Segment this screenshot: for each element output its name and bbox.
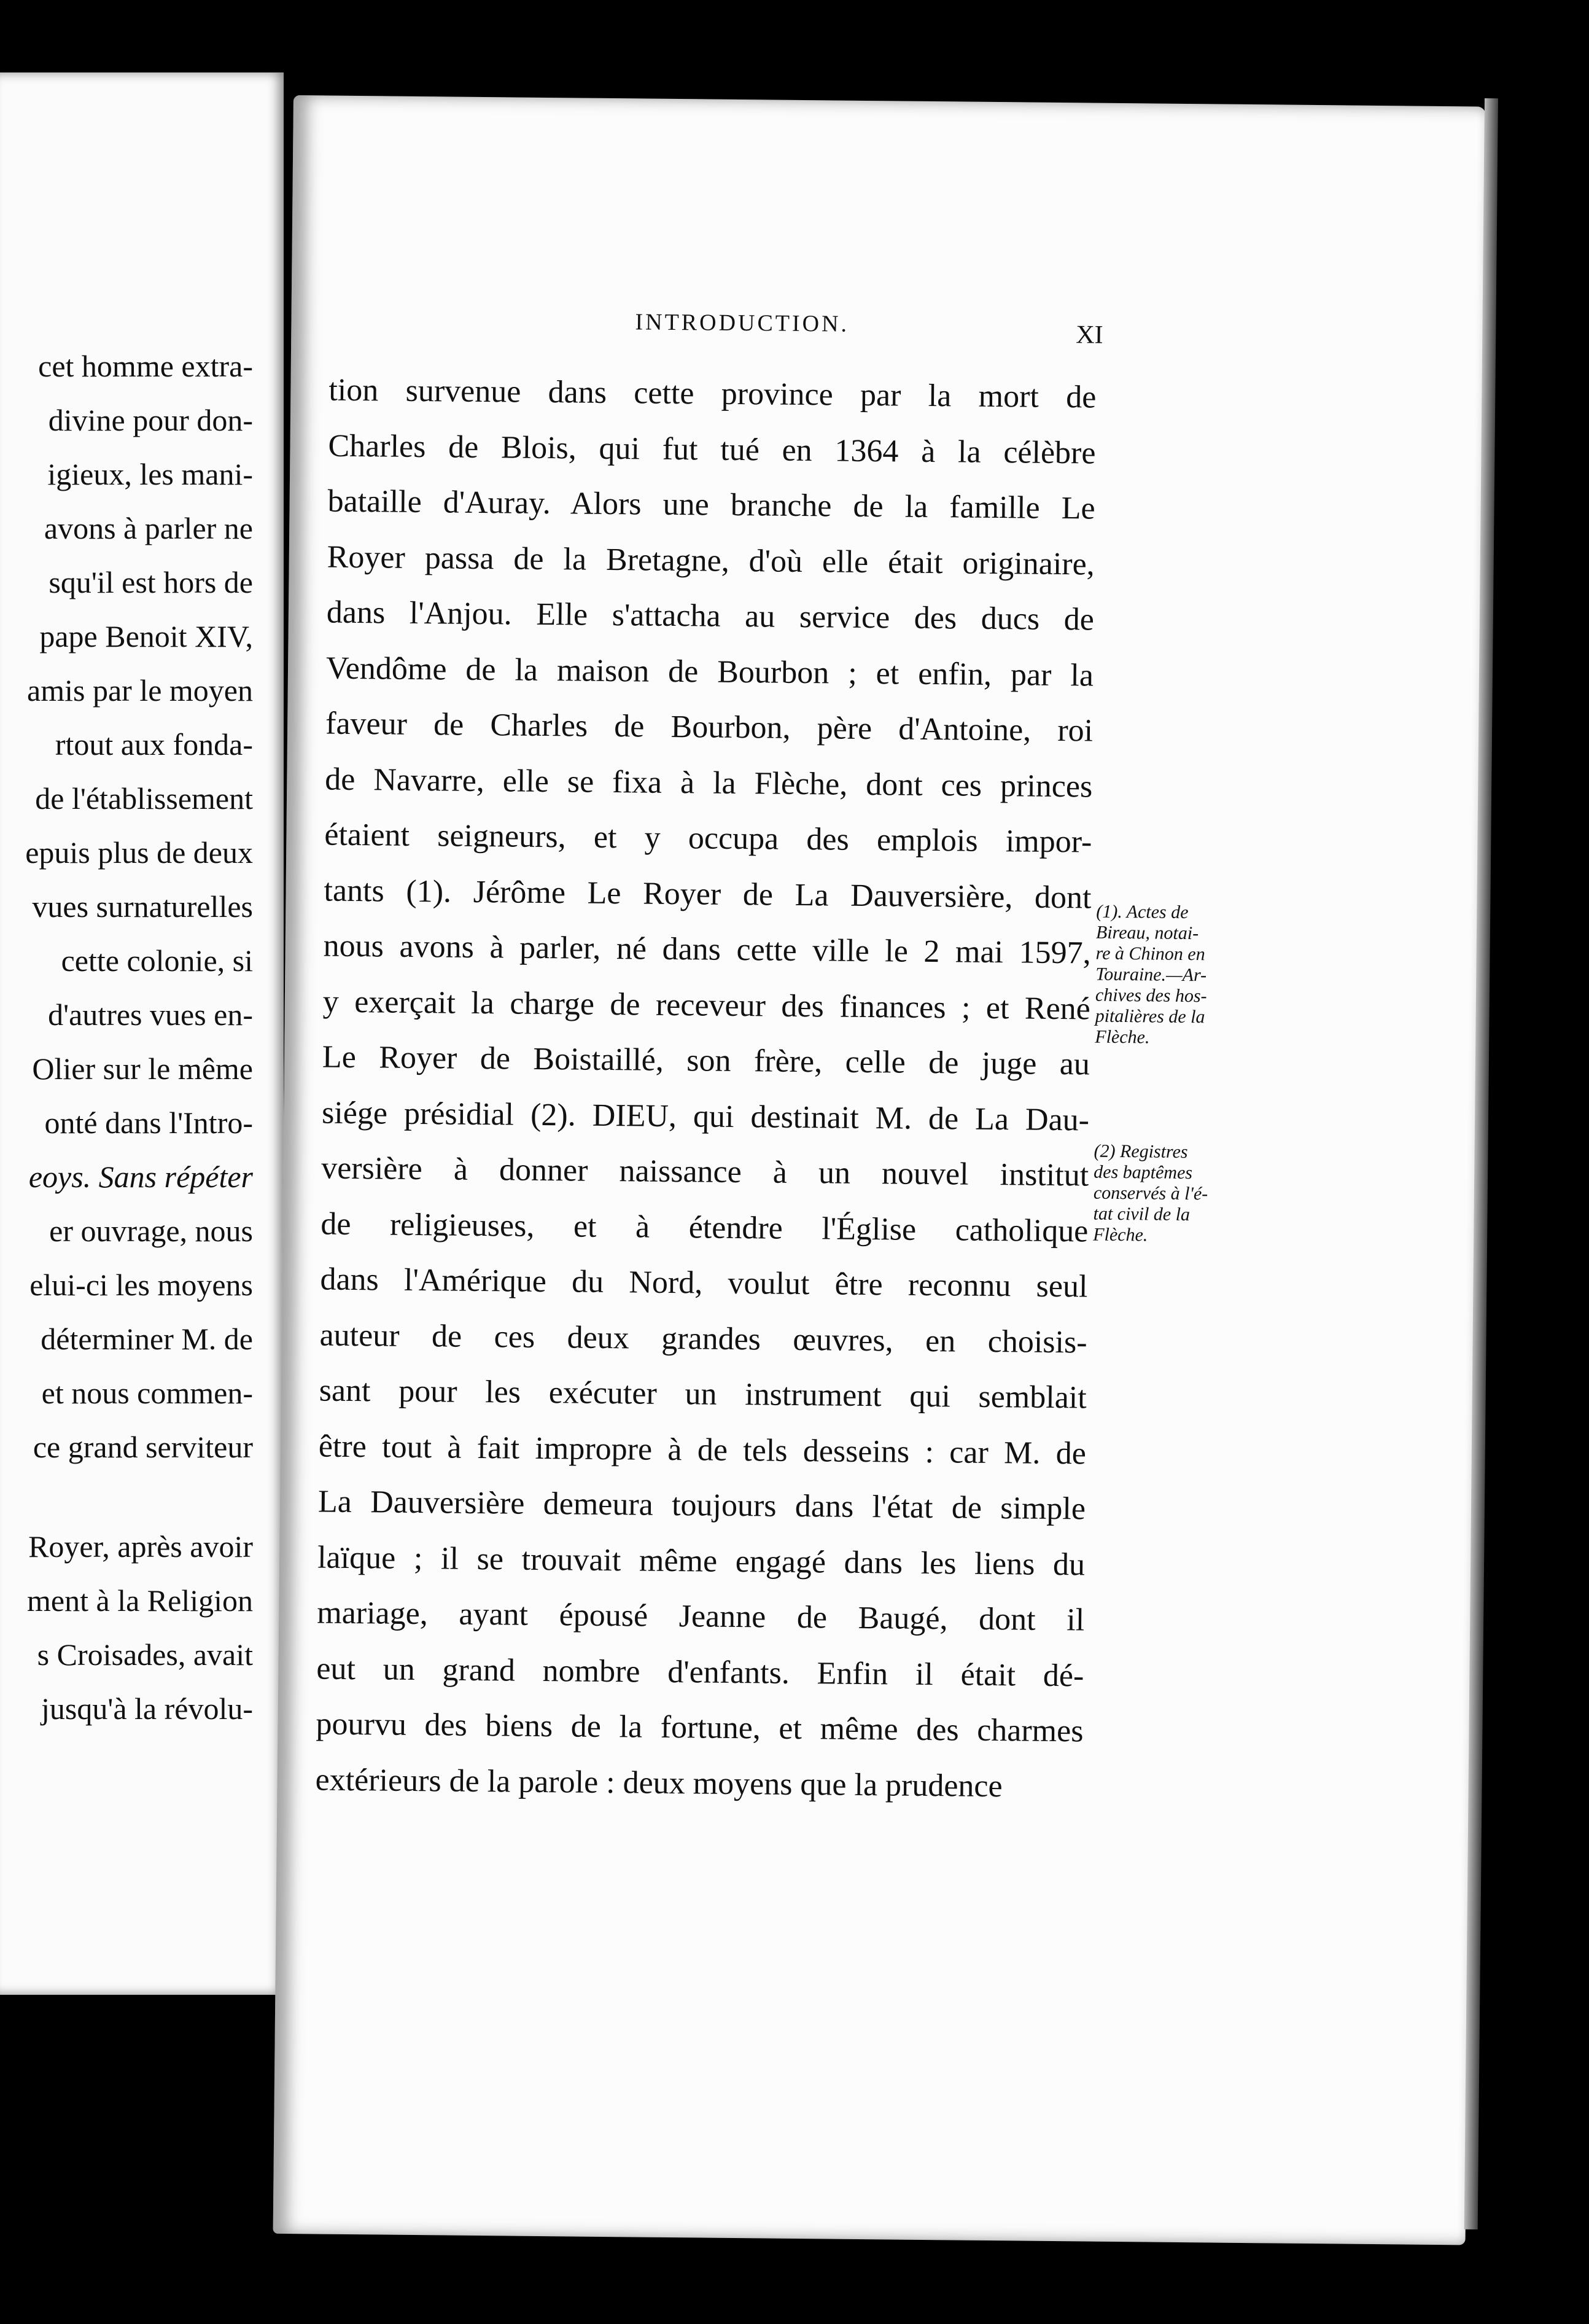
note-line: chives des hos- [1095, 985, 1207, 1007]
body-line: dans l'Amérique du Nord, voulut être reconnu seul [320, 1261, 1088, 1304]
body-line: La Dauversière demeura toujours dans l'état de simple [317, 1484, 1086, 1527]
left-page-line: cette colonie, si [61, 943, 253, 978]
left-page-line: rtout aux fonda- [55, 727, 253, 762]
left-page-line: et nous commen- [41, 1376, 253, 1410]
note-line: (1). Actes de [1096, 901, 1189, 923]
body-line: pourvu des biens de la fortune, et même des charmes [316, 1706, 1084, 1749]
left-page-line: pape Benoit XIV, [39, 619, 253, 653]
running-head: INTRODUCTION. [635, 309, 850, 337]
left-page-line: er ouvrage, nous [49, 1214, 253, 1248]
body-line: être tout à fait impropre à de tels desseins : car M. de [318, 1428, 1087, 1471]
left-page-line: amis par le moyen [27, 673, 253, 708]
body-line: auteur de ces deux grandes œuvres, en choisis- [319, 1317, 1087, 1360]
body-line: dans l'Anjou. Elle s'attacha au service des ducs de [326, 595, 1095, 638]
body-line: de Navarre, elle se fixa à la Flèche, dont ces princes [325, 762, 1093, 805]
left-page-line: Olier sur le même [32, 1051, 253, 1086]
note-line: pitalières de la [1095, 1005, 1205, 1027]
body-line: Le Royer de Boistaillé, son frère, celle de juge au [322, 1039, 1090, 1082]
body-line: Charles de Blois, qui fut tué en 1364 à la célèbre [328, 428, 1096, 471]
body-line: siége présidial (2). DIEU, qui destinait M. de La Dau- [321, 1095, 1090, 1138]
margin-note-2 [1093, 1141, 1263, 1247]
body-line: de religieuses, et à étendre l'Église catholique [321, 1206, 1089, 1249]
left-page-line: ment à la Religion [27, 1583, 253, 1618]
left-page-line: elui-ci les moyens [29, 1268, 253, 1302]
body-line: versière à donner naissance à un nouvel institut [321, 1150, 1089, 1193]
left-page-line: s Croisades, avait [37, 1637, 253, 1672]
left-page-line: divine pour don- [48, 403, 253, 437]
left-page-line: déterminer M. de [41, 1322, 253, 1356]
left-page-line: d'autres vues en- [48, 997, 253, 1032]
body-line: faveur de Charles de Bourbon, père d'Antoine, roi [325, 706, 1094, 749]
note-line: tat civil de la [1093, 1203, 1191, 1225]
body-line: bataille d'Auray. Alors une branche de la famille Le [327, 483, 1095, 526]
margin-note-1 [1095, 902, 1265, 1050]
right-page [273, 95, 1486, 2245]
body-line: Royer passa de la Bretagne, d'où elle était originaire, [327, 539, 1095, 582]
left-page-line: igieux, les mani- [47, 457, 253, 491]
note-line: conservés à l'é- [1093, 1182, 1208, 1204]
left-page-line: epuis plus de deux [25, 835, 253, 870]
body-text [315, 363, 1097, 1815]
note-line: des baptêmes [1094, 1161, 1193, 1183]
left-page-line: onté dans l'Intro- [44, 1105, 253, 1140]
left-page-line: Royer, après avoir [28, 1529, 253, 1564]
left-page-line: eoys. Sans répéter [28, 1160, 253, 1194]
note-line: re à Chinon en [1095, 943, 1205, 965]
left-page-line: avons à parler ne [44, 511, 253, 545]
body-line: eut un grand nombre d'enfants. Enfin il était dé- [316, 1650, 1084, 1693]
note-line: Flèche. [1093, 1224, 1148, 1246]
page-number: XI [1076, 321, 1103, 349]
body-line: mariage, ayant épousé Jeanne de Baugé, dont il [317, 1595, 1085, 1638]
left-page-line: squ'il est hors de [49, 565, 253, 599]
left-page-line: vues surnaturelles [32, 889, 253, 924]
left-page-line: de l'établissement [35, 781, 253, 816]
note-line: Touraine.—Ar- [1095, 964, 1207, 986]
note-line: Flèche. [1095, 1026, 1150, 1048]
body-line: tants (1). Jérôme Le Royer de La Dauversière, dont [324, 873, 1092, 916]
body-line: extérieurs de la parole : deux moyens que la prudence [315, 1761, 1003, 1804]
body-line: tion survenue dans cette province par la mort de [328, 372, 1097, 415]
left-page-line: jusqu'à la révolu- [41, 1691, 253, 1726]
body-line: laïque ; il se trouvait même engagé dans les liens du [317, 1539, 1086, 1582]
left-page-line: cet homme extra- [38, 349, 253, 383]
body-line: sant pour les exécuter un instrument qui semblait [319, 1373, 1087, 1416]
left-page-line: ce grand serviteur [33, 1430, 253, 1464]
left-page [0, 72, 287, 1995]
body-line: y exerçait la charge de receveur des finances ; et René [322, 984, 1091, 1027]
body-line: Vendôme de la maison de Bourbon ; et enfin, par la [325, 650, 1094, 693]
note-line: Bireau, notai- [1095, 922, 1199, 944]
body-line: étaient seigneurs, et y occupa des emplois impor- [324, 817, 1092, 860]
note-line: (2) Registres [1094, 1141, 1188, 1163]
body-line: nous avons à parler, né dans cette ville le 2 mai 1597, [323, 928, 1091, 971]
